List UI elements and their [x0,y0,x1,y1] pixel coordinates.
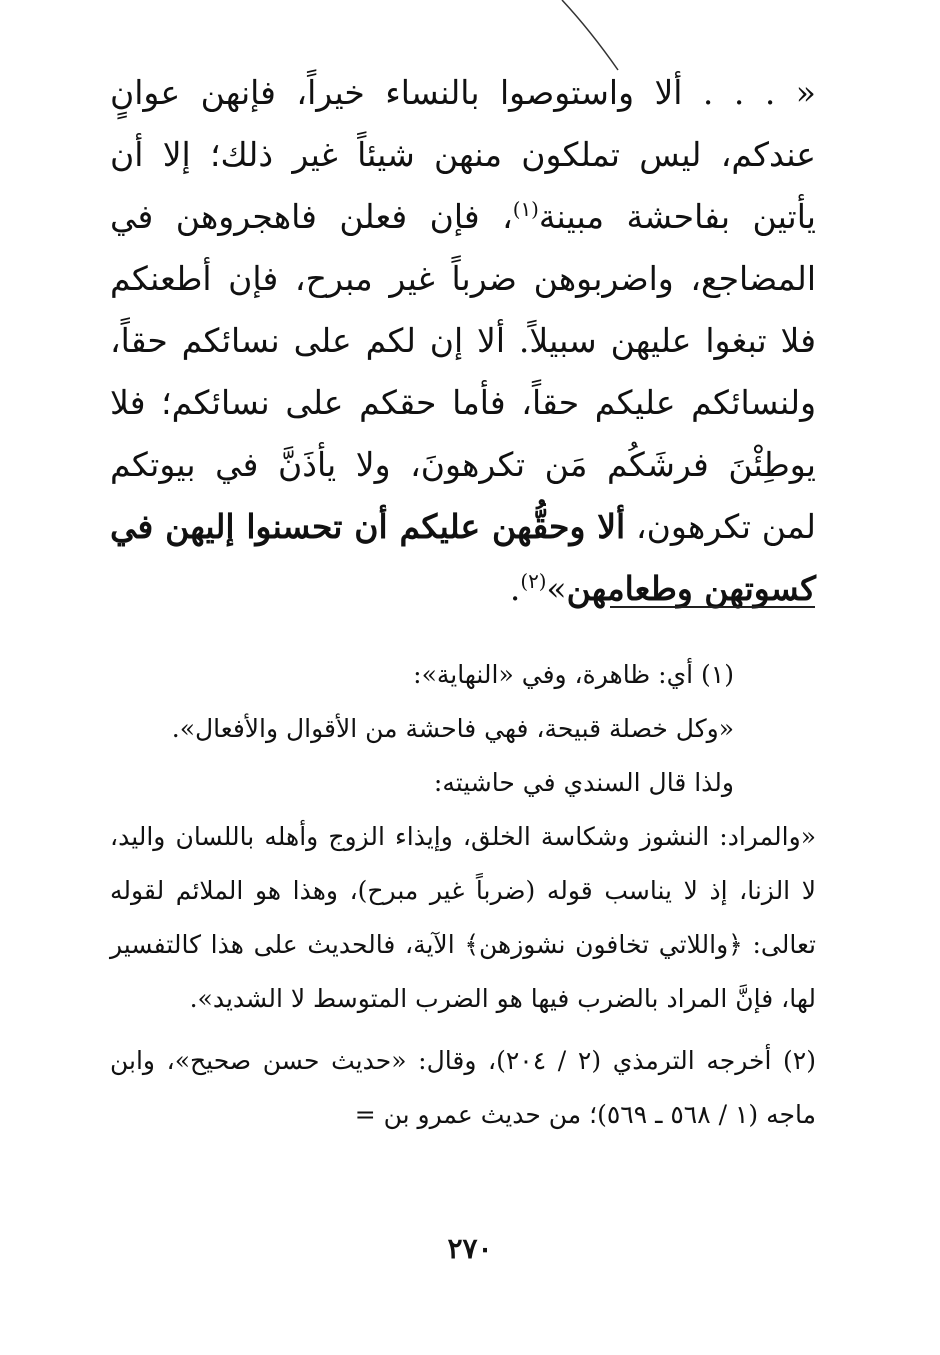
footnote-2: (٢) أخرجه الترمذي (٢ / ٢٠٤)، وقال: «حديث حسن صحيح»، وابن ماجه (١ / ٥٦٨ ـ ٥٦٩)؛ من حديث عمرو بن = [110,1046,816,1129]
main-text-part-2: ، فإن فعلن فاهجروهن في المضاجع، واضربوهن ضرباً غير مبرح، فإن أطعنكم فلا تبغوا عليهن سبيلاً. ألا إن لكم على نسائكم حقاً، ولنسائكم عليكم حقاً، فأما حقكم على نسائكم؛ فلا يوطِئْنَ فرشَكُم مَن تكرهونَ، ولا يأذَنَّ في بيوتكم لمن تكرهون، [110,197,816,546]
main-text [110,62,816,620]
main-text-bold: ألا وحقُّهن عليكم أن تحسنوا إليهن في كسوتهن وطعامهن [110,507,816,608]
page-number: ٢٧٠ [447,1232,493,1265]
footnotes [110,648,816,1142]
closing-quote: » [546,569,567,608]
footnote-ref-2[interactable]: (٢) [520,570,547,593]
main-text-end: . [509,569,521,608]
footnote-1-line-3: ولذا قال السندي في حاشيته: [433,768,734,797]
footnote-separator [610,606,815,608]
footnote-1-quote: «والمراد: النشوز وشكاسة الخلق، وإيذاء الزوج وأهله باللسان واليد، لا الزنا، إذ لا يناسب قوله (ضرباً غير مبرح)، وهذا هو الملائم لقوله تعالى: ﴿واللاتي تخافون نشوزهن﴾ الآية، فالحديث على هذا كالتفسير لها، فإنَّ المراد بالضرب فيها هو الضرب المتوسط لا الشديد». [110,822,816,1013]
footnote-1-line-2: «وكل خصلة قبيحة، فهي فاحشة من الأقوال والأفعال». [171,714,734,743]
footnote-1-line-1: (١) أي: ظاهرة، وفي «النهاية»: [413,660,734,689]
footnote-ref-1[interactable]: (١) [512,198,539,221]
main-text-part-1: « . . . ألا واستوصوا بالنساء خيراً، فإنهن عوانٍ عندكم، ليس تملكون منهن شيئاً غير ذلك؛ إلا أن يأتين بفاحشة مبينة [110,73,816,236]
